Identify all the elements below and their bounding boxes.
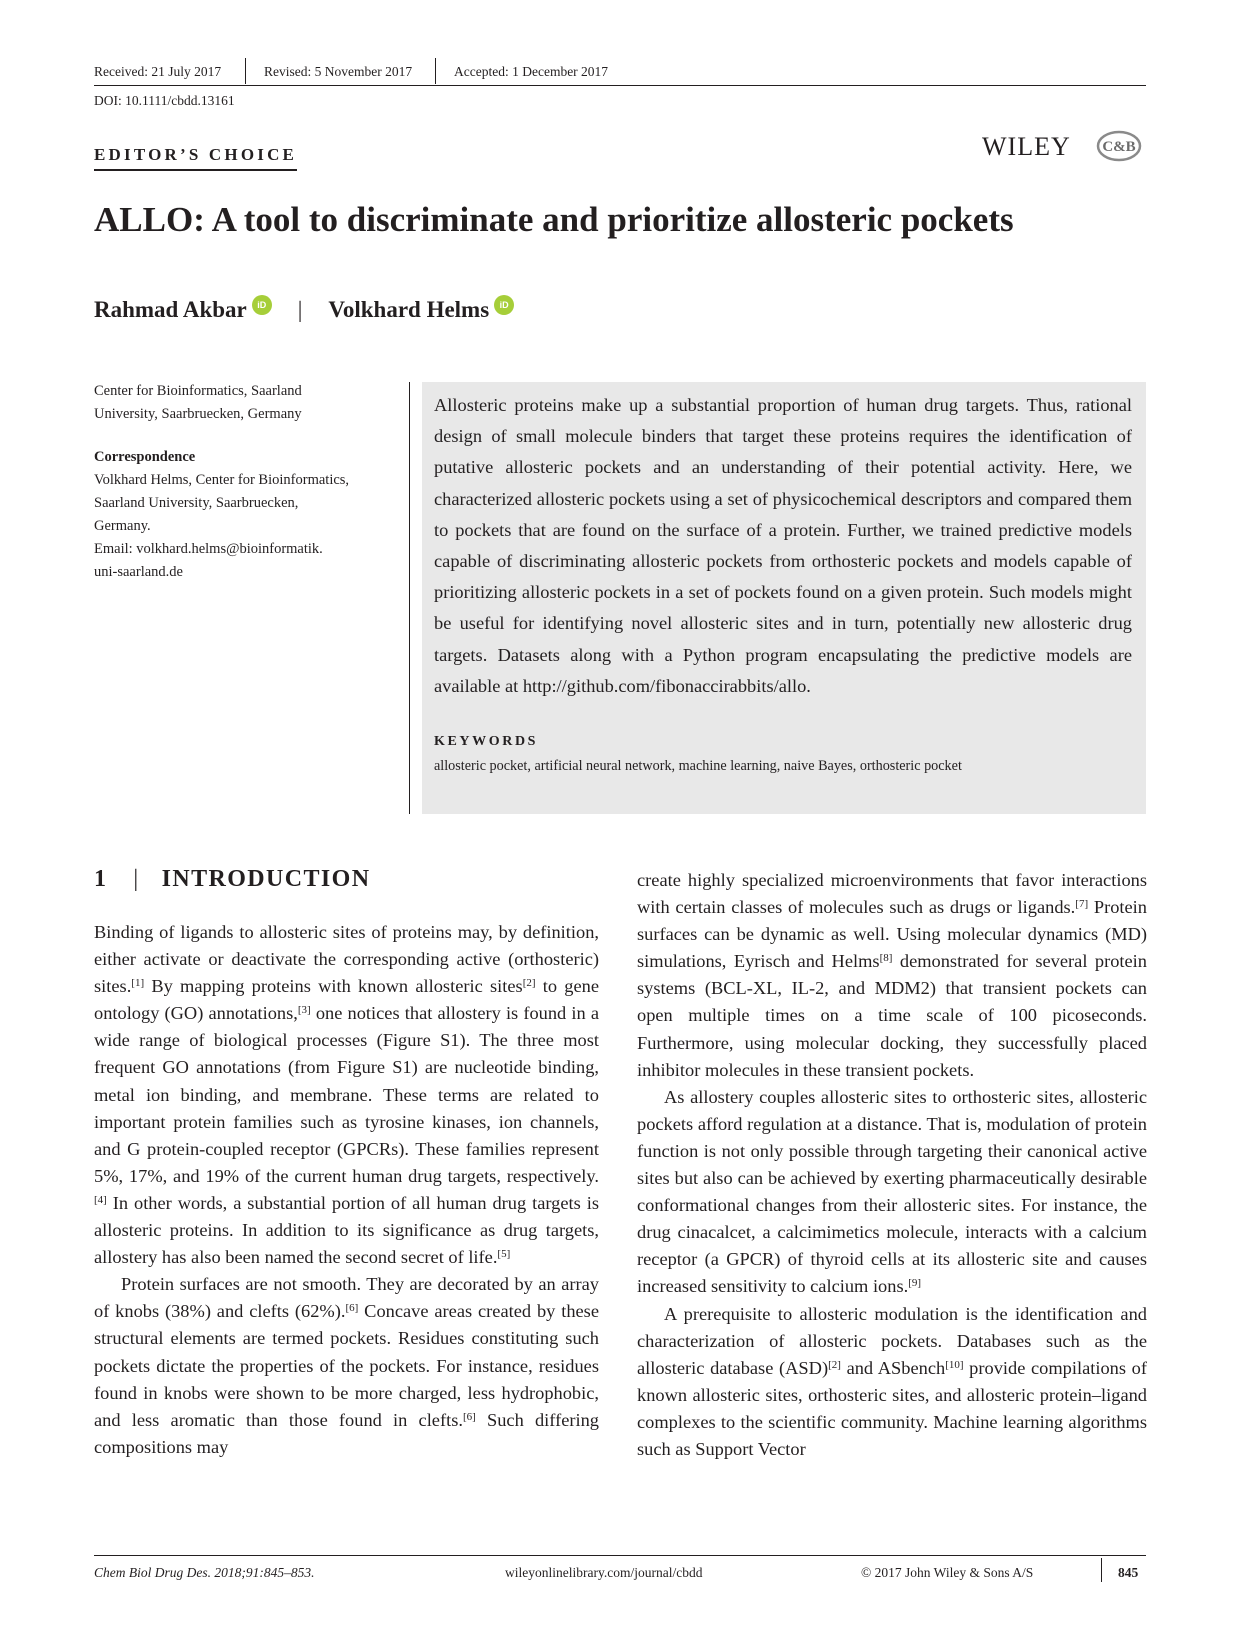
citation-ref[interactable]: [2] [522,977,536,990]
correspondence-email[interactable]: Email: volkhard.helms@bioinformatik. [94,541,323,557]
article-title: ALLO: A tool to discriminate and prioritize allosteric pockets [94,200,1014,239]
accepted-date: Accepted: 1 December 2017 [454,64,609,79]
journal-logo-text: C&B [1102,139,1136,155]
footer-copyright: © 2017 John Wiley & Sons A/S [861,1565,1034,1580]
section-heading [94,866,370,893]
page-number: 845 [1118,1565,1139,1580]
body-column-right [637,867,1147,1463]
publication-dates [94,58,1146,86]
section-number: 1 [94,866,108,892]
abstract-divider [409,382,410,814]
body-paragraph: Binding of ligands to allosteric sites of proteins may, by definition, either activate or deactivate the corresponding active (orthosteric) sites.[1] By mapping proteins with known allosteric sites[2] to gene ontology (GO) annotations,[3] one notices that allostery is found in a wide range of biological processes (Figure S1). The three most frequent GO annotations (from Figure S1) are nucleotide binding, metal ion binding, and membrane. These terms are related to important protein families such as tyrosine kinases, ion channels, and G protein-coupled receptor (GPCRs). These families represent 5%, 17%, and 19% of the current human drug targets, respectively.[4] In other words, a substantial portion of all human drug targets is allosteric proteins. In addition to its significance as drug targets, allostery has also been named the second secret of life.[5] [94,922,600,1268]
author-list [94,297,514,323]
body-paragraph: As allostery couples allosteric sites to orthosteric sites, allosteric pockets afford regulation at a distance. That is, modulation of protein function is not only possible through targeting their canonical active sites but also can be achieved by exerting pharmaceutically desirable conformational changes from their allosteric sites. For instance, the drug cinacalcet, a calcimimetics molecule, interacts with a calcium receptor (a GPCR) of thyroid cells at its allosteric site and causes increased sensitivity to calcium ions.[9] [637,1086,1147,1297]
revised-date: Revised: 5 November 2017 [264,64,413,79]
citation-ref[interactable]: [9] [908,1277,922,1290]
affiliation-line: Center for Bioinformatics, Saarland [94,383,302,399]
body-paragraph: create highly specialized microenvironments that favor interactions with certain classes of molecules such as drugs or ligands.[7] Protein surfaces can be dynamic as well. Using molecular dynamics (MD) simulations, Eyrisch and Helms[8] demonstrated for several protein systems (BCL-XL, IL-2, and MDM2) that transient pockets can open multiple times on a time scale of 100 picoseconds. Furthermore, using molecular docking, they successfully placed inhibitor molecules in these transient pockets. [637,870,1147,1080]
footer-divider [1101,1558,1102,1582]
citation-ref[interactable]: [3] [297,1004,311,1017]
received-date: Received: 21 July 2017 [94,64,222,79]
orcid-icon[interactable]: iD [494,295,514,315]
correspondence-line: Germany. [94,518,151,534]
correspondence-line: Saarland University, Saarbruecken, [94,495,299,511]
doi[interactable]: DOI: 10.1111/cbdd.13161 [94,93,235,108]
footer-citation: Chem Biol Drug Des. 2018;91:845–853. [94,1565,315,1580]
body-column-left [94,919,599,1461]
body-paragraph: Protein surfaces are not smooth. They are decorated by an array of knobs (38%) and clefts (62%).[6] Concave areas created by these structural elements are termed pockets. Residues constituting such pockets dictate the properties of the pockets. For instance, residues found in knobs were shown to be more charged, less hydrophobic, and less aromatic than those found in clefts.[6] Such differing compositions may [94,1274,600,1457]
date-divider [245,58,246,84]
section-title: INTRODUCTION [161,866,371,892]
publisher-logo: WILEY [982,132,1071,161]
affiliation-block [94,380,399,584]
correspondence-email[interactable]: uni-saarland.de [94,564,183,580]
correspondence-line: Volkhard Helms, Center for Bioinformatics, [94,472,350,488]
abstract-box [422,382,1146,814]
journal-logo-icon [1096,128,1142,164]
citation-ref[interactable]: [8] [879,952,893,965]
affiliation-line: University, Saarbruecken, Germany [94,406,302,422]
orcid-icon[interactable]: iD [252,295,272,315]
section-label: EDITOR’S CHOICE [94,145,297,171]
citation-ref[interactable]: [1] [131,977,145,990]
date-divider [435,58,436,84]
citation-ref[interactable]: [7] [1075,898,1089,911]
author-separator: | [297,297,303,322]
citation-ref[interactable]: [10] [945,1358,964,1371]
footer-url[interactable]: wileyonlinelibrary.com/journal/cbdd [505,1565,703,1580]
page-footer [94,1555,1146,1585]
abstract-text: Allosteric proteins make up a substantial proportion of human drug targets. Thus, rational design of small molecule binders that target these proteins requires the identification of putative allosteric pockets and an understanding of their potential activity. Here, we characterized allosteric pockets using a set of physicochemical descriptors and compared them to pockets that are found on the surface of a protein. Further, we trained predictive models capable of discriminating allosteric pockets from orthosteric pockets and models capable of prioritizing allosteric pockets in a set of pockets found on a given protein. Such models might be useful for identifying novel allosteric sites and in turn, potentially new allosteric drug targets. Datasets along with a Python program encapsulating the predictive models are available at http://github.com/fibonaccirabbits/allo. [434,395,1132,696]
body-paragraph: A prerequisite to allosteric modulation is the identification and characterization of allosteric pockets. Databases such as the allosteric database (ASD)[2] and ASbench[10] provide compilations of known allosteric sites, orthosteric sites, and allosteric protein–ligand complexes to the scientific community. Machine learning algorithms such as Support Vector [637,1303,1147,1459]
keywords-label: KEYWORDS [434,734,539,750]
section-separator: | [133,866,140,892]
citation-ref[interactable]: [2] [828,1358,841,1371]
correspondence-label: Correspondence [94,449,196,465]
citation-ref[interactable]: [6] [345,1302,359,1315]
author-name[interactable]: Rahmad Akbar [94,297,247,322]
citation-ref[interactable]: [5] [497,1248,511,1261]
keywords-list: allosteric pocket, artificial neural network, machine learning, naive Bayes, orthosteric pocket [434,758,962,775]
author-name[interactable]: Volkhard Helms [328,297,490,322]
citation-ref[interactable]: [6] [462,1410,476,1423]
citation-ref[interactable]: [4] [94,1193,107,1206]
